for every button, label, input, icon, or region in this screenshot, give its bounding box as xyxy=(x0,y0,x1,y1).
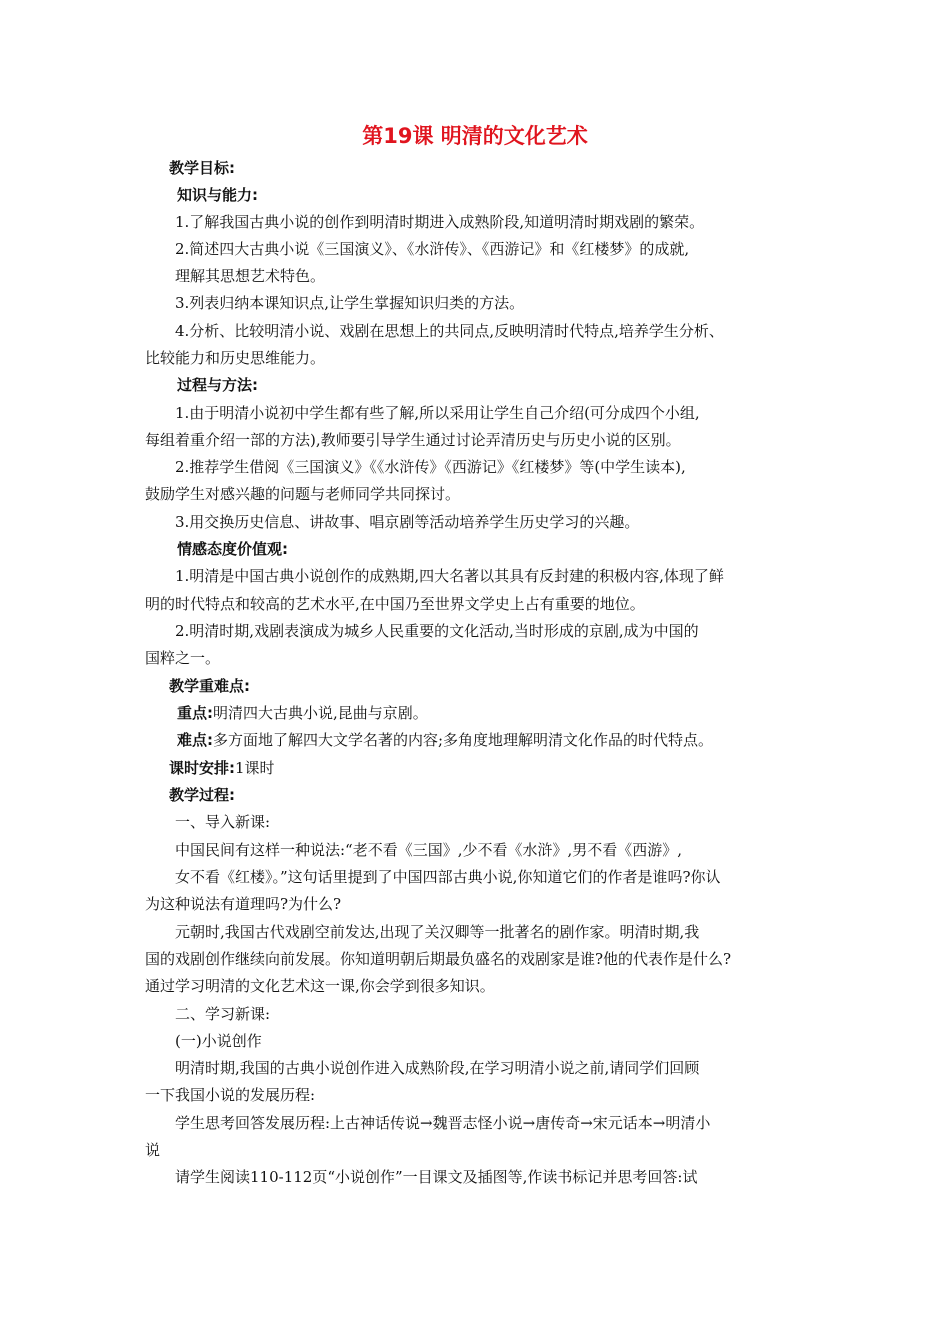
line-text: 理解其思想艺术特色。 xyxy=(175,267,326,285)
paragraph-line xyxy=(145,593,810,615)
section-heading xyxy=(169,757,834,779)
paragraph-line xyxy=(175,866,840,888)
paragraph-line xyxy=(145,647,810,669)
line-text: 1.由于明清小说初中学生都有些了解,所以采用让学生自己介绍(可分成四个小组, xyxy=(175,404,700,422)
section-heading xyxy=(177,702,842,724)
paragraph-line xyxy=(175,265,840,287)
line-text: 说 xyxy=(145,1141,161,1159)
line-text: 国粹之一。 xyxy=(145,649,221,667)
paragraph-line xyxy=(175,320,840,342)
paragraph-line xyxy=(145,893,810,915)
paragraph-line xyxy=(145,948,810,970)
line-text: 2.明清时期,戏剧表演成为城乡人民重要的文化活动,当时形成的京剧,成为中国的 xyxy=(175,622,699,640)
paragraph-line xyxy=(145,1084,810,1106)
section-heading xyxy=(177,374,842,396)
paragraph-line xyxy=(175,839,840,861)
line-text: (一)小说创作 xyxy=(175,1032,262,1050)
heading-content: 多方面地了解四大文学名著的内容;多角度地理解明清文化作品的时代特点。 xyxy=(213,731,714,749)
section-heading xyxy=(177,538,842,560)
section-heading xyxy=(177,729,842,751)
paragraph-line xyxy=(145,483,810,505)
line-text: 明的时代特点和较高的艺术水平,在中国乃至世界文学史上占有重要的地位。 xyxy=(145,595,645,613)
paragraph-line xyxy=(175,456,840,478)
line-text: 鼓励学生对感兴趣的问题与老师同学共同探讨。 xyxy=(145,485,461,503)
heading-label: 重点: xyxy=(177,704,213,722)
section-heading xyxy=(169,157,834,179)
paragraph-line xyxy=(175,1166,840,1188)
heading-label: 教学过程: xyxy=(169,786,235,804)
line-text: 一、导入新课: xyxy=(175,813,271,831)
paragraph-line xyxy=(145,429,810,451)
heading-label: 知识与能力: xyxy=(177,186,258,204)
line-text: 国的戏剧创作继续向前发展。你知道明朝后期最负盛名的戏剧家是谁?他的代表作是什么? xyxy=(145,950,732,968)
heading-label: 过程与方法: xyxy=(177,376,258,394)
line-text: 3.列表归纳本课知识点,让学生掌握知识归类的方法。 xyxy=(175,294,525,312)
line-text: 一下我国小说的发展历程: xyxy=(145,1086,316,1104)
paragraph-line xyxy=(145,975,810,997)
line-text: 2.推荐学生借阅《三国演义》《《水浒传》《西游记》《红楼梦》等(中学生读本), xyxy=(175,458,686,476)
paragraph-line xyxy=(175,1003,840,1025)
line-text: 中国民间有这样一种说法:“老不看《三国》,少不看《水浒》,男不看《西游》, xyxy=(175,841,683,859)
line-text: 请学生阅读110-112页“小说创作”一目课文及插图等,作读书标记并思考回答:试 xyxy=(175,1168,698,1186)
paragraph-line xyxy=(175,1057,840,1079)
paragraph-line xyxy=(175,402,840,424)
line-text: 比较能力和历史思维能力。 xyxy=(145,349,326,367)
paragraph-line xyxy=(175,921,840,943)
line-text: 女不看《红楼》。”这句话里提到了中国四部古典小说,你知道它们的作者是谁吗?你认 xyxy=(175,868,721,886)
section-heading xyxy=(169,675,834,697)
paragraph-line xyxy=(175,811,840,833)
line-text: 元朝时,我国古代戏剧空前发达,出现了关汉卿等一批著名的剧作家。明清时期,我 xyxy=(175,923,700,941)
heading-label: 教学目标: xyxy=(169,159,235,177)
line-text: 1.了解我国古典小说的创作到明清时期进入成熟阶段,知道明清时期戏剧的繁荣。 xyxy=(175,213,705,231)
line-text: 3.用交换历史信息、讲故事、唱京剧等活动培养学生历史学习的兴趣。 xyxy=(175,513,640,531)
paragraph-line xyxy=(175,565,840,587)
line-text: 为这种说法有道理吗?为什么? xyxy=(145,895,342,913)
section-heading xyxy=(169,784,834,806)
paragraph-line xyxy=(175,238,840,260)
paragraph-line xyxy=(175,292,840,314)
lesson-title: 第19课 明清的文化艺术 xyxy=(362,124,588,148)
heading-label: 难点: xyxy=(177,731,213,749)
line-text: 2.简述四大古典小说《三国演义》、《水浒传》、《西游记》和《红楼梦》的成就, xyxy=(175,240,690,258)
line-text: 每组着重介绍一部的方法),教师要引导学生通过讨论弄清历史与历史小说的区别。 xyxy=(145,431,681,449)
heading-label: 课时安排: xyxy=(169,759,235,777)
line-text: 学生思考回答发展历程:上古神话传说→魏晋志怪小说→唐传奇→宋元话本→明清小 xyxy=(175,1114,711,1132)
paragraph-line xyxy=(175,211,840,233)
heading-label: 情感态度价值观: xyxy=(177,540,288,558)
line-text: 通过学习明清的文化艺术这一课,你会学到很多知识。 xyxy=(145,977,495,995)
heading-label: 教学重难点: xyxy=(169,677,250,695)
line-text: 明清时期,我国的古典小说创作进入成熟阶段,在学习明清小说之前,请同学们回顾 xyxy=(175,1059,700,1077)
section-heading xyxy=(177,184,842,206)
paragraph-line xyxy=(145,1139,810,1161)
paragraph-line xyxy=(145,347,810,369)
paragraph-line xyxy=(175,511,840,533)
line-text: 二、学习新课: xyxy=(175,1005,271,1023)
line-text: 1.明清是中国古典小说创作的成熟期,四大名著以其具有反封建的积极内容,体现了鲜 xyxy=(175,567,724,585)
paragraph-line xyxy=(175,1112,840,1134)
heading-content: 明清四大古典小说,昆曲与京剧。 xyxy=(213,704,428,722)
paragraph-line xyxy=(175,1030,840,1052)
line-text: 4.分析、比较明清小说、戏剧在思想上的共同点,反映明清时代特点,培养学生分析、 xyxy=(175,322,724,340)
heading-content: 1课时 xyxy=(235,759,275,777)
paragraph-line xyxy=(175,620,840,642)
